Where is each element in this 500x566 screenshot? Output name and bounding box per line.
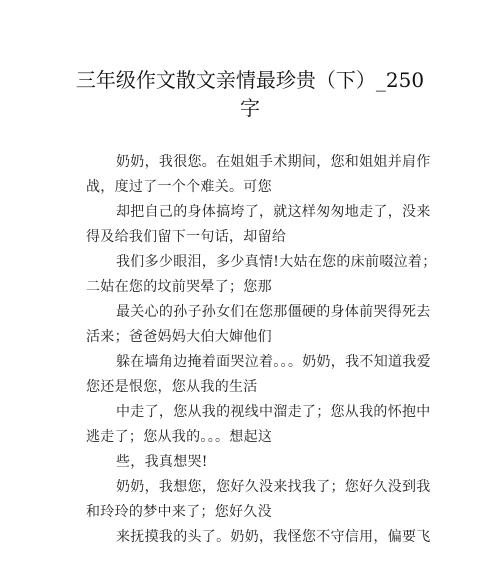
paragraph-line: 战，度过了一个个难关。可您 [86, 179, 272, 195]
paragraph-line: 来抚摸我的头了。奶奶，我怪您不守信用，偏要飞 [116, 529, 431, 545]
paragraph-line: 中走了，您从我的视线中溜走了；您从我的怀抱中 [116, 404, 431, 420]
paragraph-line: 我们多少眼泪，多少真情!大姑在您的床前啜泣着； [116, 254, 437, 270]
paragraph-line: 些，我真想哭! [116, 454, 208, 470]
paragraph-line: 躲在墙角边掩着面哭泣着。。。奶奶，我不知道我爱 [116, 354, 431, 370]
title-line-1: 三年级作文散文亲情最珍贵（下）_250 [75, 68, 425, 92]
paragraph-line: 却把自己的身体搞垮了，就这样匆匆地走了，没来 [116, 204, 431, 220]
paragraph-line: 最关心的孙子孙女们在您那僵硬的身体前哭得死去 [116, 304, 431, 320]
document-title [60, 66, 440, 122]
paragraph-line: 活来；爸爸妈妈大伯大婶他们 [86, 329, 272, 345]
paragraph-line: 和玲玲的梦中来了；您好久没 [86, 504, 272, 520]
paragraph-line: 您还是恨您，您从我的生活 [86, 379, 258, 395]
title-line-2: 字 [240, 96, 260, 120]
paragraph-line: 得及给我们留下一句话，却留给 [86, 229, 287, 245]
document-body [86, 150, 437, 550]
paragraph-line: 奶奶，我很您。在姐姐手术期间，您和姐姐并肩作 [116, 154, 431, 170]
paragraph-line: 奶奶，我想您，您好久没来找我了；您好久没到我 [116, 479, 431, 495]
paragraph-line: 逃走了；您从我的。。。想起这 [86, 429, 273, 445]
paragraph-line: 二姑在您的坟前哭晕了；您那 [86, 279, 272, 295]
